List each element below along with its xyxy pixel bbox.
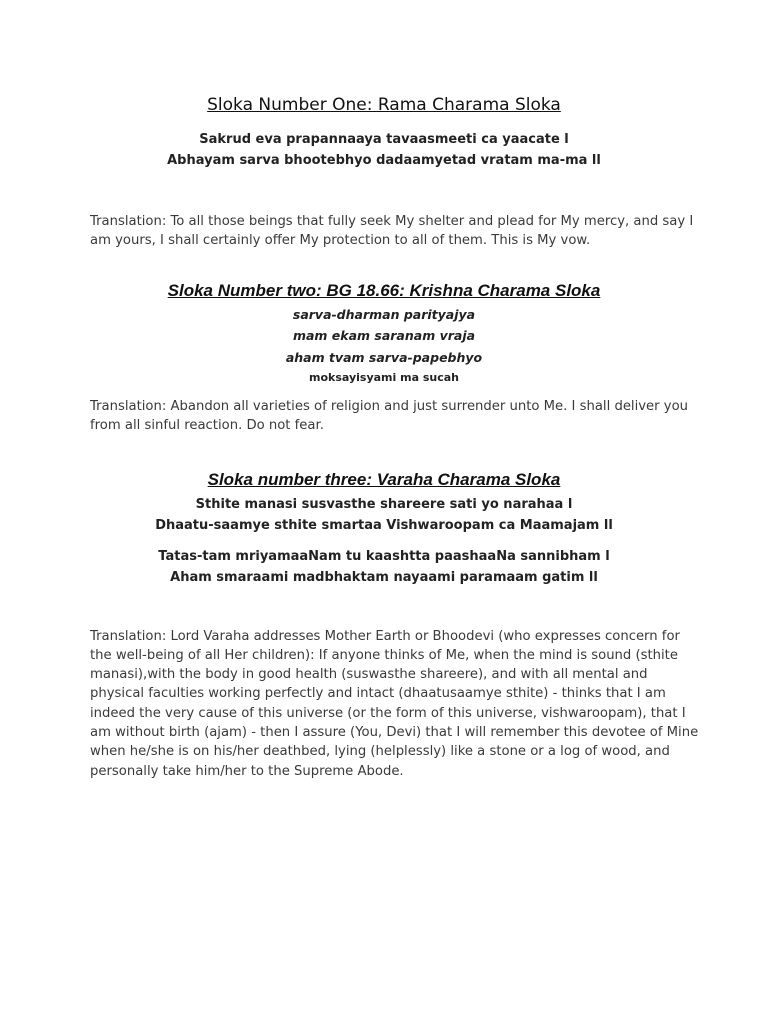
section-3-verse-line: Aham smaraami madbhaktam nayaami paramaam gatim ll	[170, 570, 598, 585]
section-2-translation-line: Translation: Abandon all varieties of religion and just surrender unto Me. I shall deliver you	[90, 399, 689, 414]
section-3-translation-line: manasi),with the body in good health (suswasthe shareere), and with all mental and	[90, 667, 648, 682]
section-2-verse-line: sarva-dharman parityajya	[292, 307, 476, 322]
section-2-title: Sloka Number two: BG 18.66: Krishna Charama Sloka	[167, 281, 601, 300]
section-3-verse-line: Sthite manasi susvasthe shareere sati yo narahaa l	[195, 497, 573, 512]
section-3-translation-line: Translation: Lord Varaha addresses Mother Earth or Bhoodevi (who expresses concern for	[90, 629, 680, 644]
section-3-translation-line: physical faculties working perfectly and intact (dhaatusaamye sthite) - thinks that I am	[90, 686, 666, 701]
section-3-translation-line: the well-being of all Her children): If anyone thinks of Me, when the mind is sound (sthite	[90, 648, 678, 663]
section-3-translation-line: am without birth (ajam) - then I assure (You, Devi) that I will remember this devotee of Mine	[90, 725, 699, 740]
section-3-verse-line: Dhaatu-saamye sthite smartaa Vishwaroopam ca Maamajam ll	[155, 518, 613, 533]
section-1-title: Sloka Number One: Rama Charama Sloka	[207, 95, 561, 115]
section-1-translation-line: am yours, I shall certainly offer My protection to all of them. This is My vow.	[90, 233, 591, 248]
section-2-verse-last-line: moksayisyami ma sucah	[309, 371, 459, 384]
section-1-translation-line: Translation: To all those beings that fully seek My shelter and plead for My mercy, and say I	[90, 214, 694, 229]
section-2-verse-line: aham tvam sarva-papebhyo	[285, 350, 483, 365]
section-3-translation-line: personally take him/her to the Supreme Abode.	[90, 764, 404, 779]
section-1-verse-line: Sakrud eva prapannaaya tavaasmeeti ca yaacate l	[199, 132, 569, 147]
section-3-translation-line: when he/she is on his/her deathbed, lying (helplessly) like a stone or a log of wood, and	[90, 744, 670, 759]
section-2-translation-line: from all sinful reaction. Do not fear.	[90, 418, 324, 433]
section-1-verse-line: Abhayam sarva bhootebhyo dadaamyetad vratam ma-ma ll	[167, 153, 601, 168]
section-2-verse-line: mam ekam saranam vraja	[292, 328, 476, 343]
section-3-translation-line: indeed the very cause of this universe (or the form of this universe, vishwaroopam), that I	[90, 706, 686, 721]
section-3-title: Sloka number three: Varaha Charama Sloka	[207, 470, 561, 489]
section-3-verse-line: Tatas-tam mriyamaaNam tu kaashtta paashaaNa sannibham l	[158, 549, 610, 564]
